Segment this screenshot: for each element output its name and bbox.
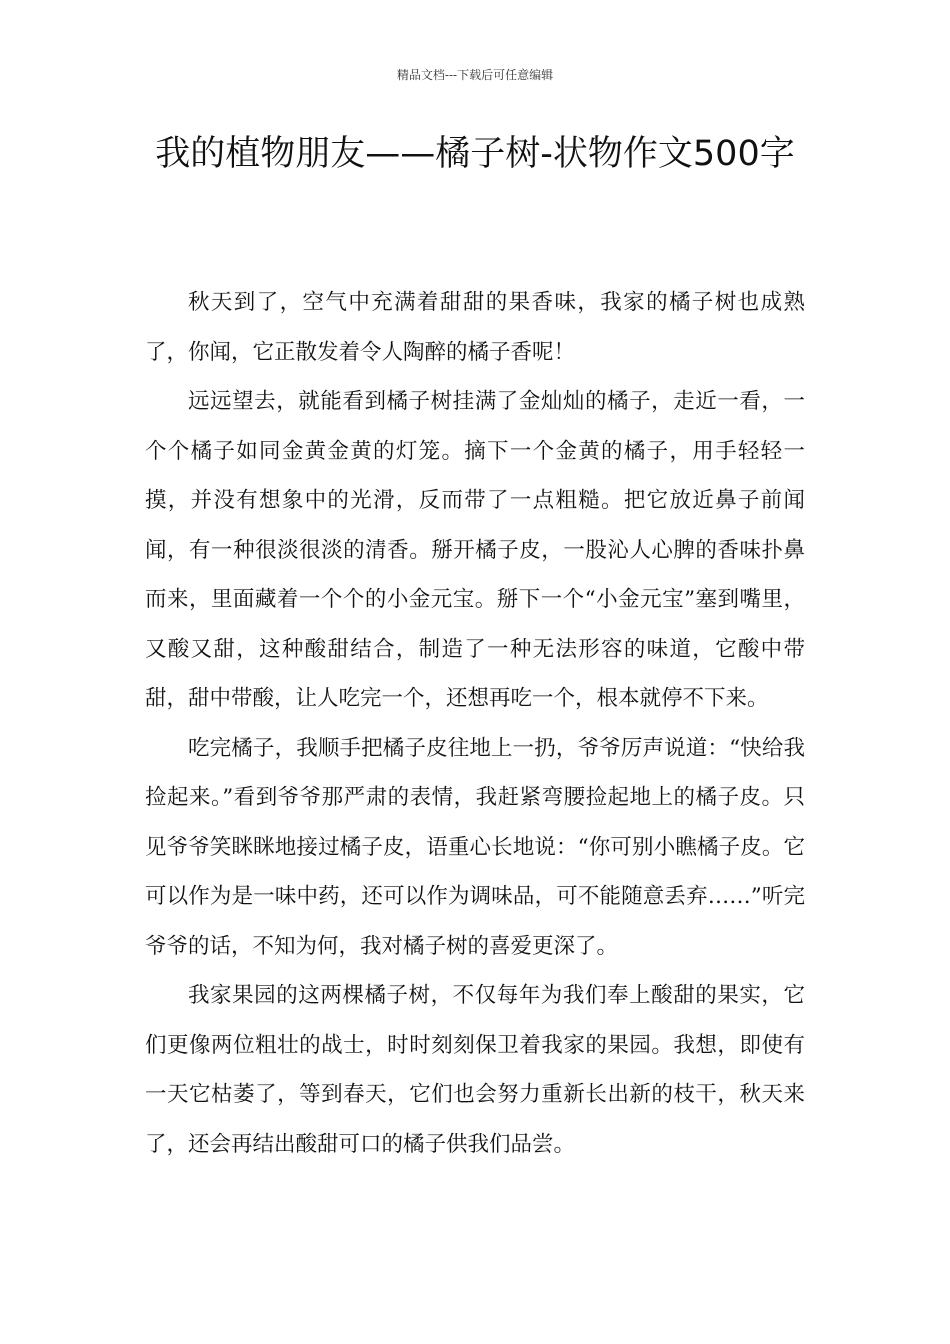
paragraph: 远远望去，就能看到橘子树挂满了金灿灿的橘子，走近一看，一个个橘子如同金黄金黄的灯笼。摘下一个金黄的橘子，用手轻轻一摸，并没有想象中的光滑，反而带了一点粗糙。把它放近鼻子前闻闻，有一种很淡很淡的清香。掰开橘子皮，一股沁人心脾的香味扑鼻而来，里面藏着一个个的小金元宝。掰下一个“小金元宝”塞到嘴里，又酸又甜，这种酸甜结合，制造了一种无法形容的味道，它酸中带甜，甜中带酸，让人吃完一个，还想再吃一个，根本就停不下来。 (145, 389, 805, 711)
header-note: 精品文档---下载后可任意编辑 (396, 68, 554, 82)
document-title: 我的植物朋友——橘子树-状物作文500字 (155, 134, 795, 174)
document-body (145, 278, 805, 1169)
paragraph: 吃完橘子，我顺手把橘子皮往地上一扔，爷爷厉声说道：“快给我捡起来。”看到爷爷那严肃的表情，我赶紧弯腰捡起地上的橘子皮。只见爷爷笑眯眯地接过橘子皮，语重心长地说：“你可别小瞧橘子皮。它可以作为是一味中药，还可以作为调味品，可不能随意丢弃……”听完爷爷的话，不知为何，我对橘子树的喜爱更深了。 (145, 735, 805, 959)
paragraph: 秋天到了，空气中充满着甜甜的果香味，我家的橘子树也成熟了，你闻，它正散发着令人陶醉的橘子香呢！ (145, 290, 805, 365)
paragraph: 我家果园的这两棵橘子树，不仅每年为我们奉上酸甜的果实，它们更像两位粗壮的战士，时时刻刻保卫着我家的果园。我想，即使有一天它枯萎了，等到春天，它们也会努力重新长出新的枝干，秋天来了，还会再结出酸甜可口的橘子供我们品尝。 (145, 983, 805, 1157)
